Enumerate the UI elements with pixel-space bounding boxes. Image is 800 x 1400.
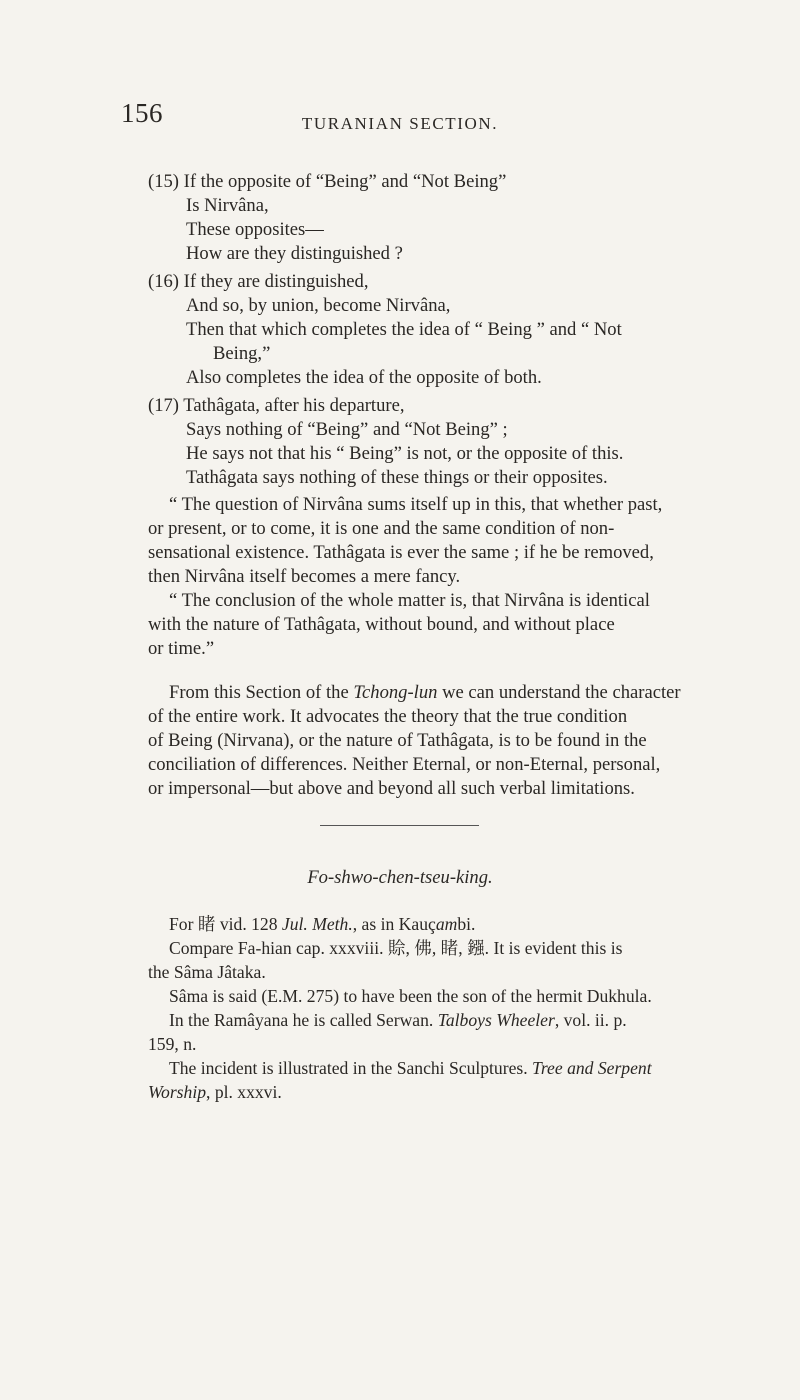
running-head: TURANIAN SECTION.: [301, 114, 499, 133]
page-number: 156: [121, 98, 163, 128]
verse-15-line-4: How are they distinguished ?: [186, 243, 403, 264]
quote-2-line-1: “ The conclusion of the whole matter is, that Nirvâna is identical: [169, 590, 650, 611]
commentary-line-1: [169, 681, 681, 705]
notes-italic: am: [435, 914, 458, 934]
verse-16-line-3: Then that which completes the idea of “ Being ” and “ Not: [186, 319, 622, 340]
notes-line-2: Compare Fa-hian cap. xxxviii. 賒, 佛, 睹, 鏹. It is evident this is: [169, 938, 623, 958]
section-divider: [320, 825, 479, 826]
quote-2-line-3: or time.”: [148, 638, 215, 659]
verse-15-line-3: These opposites—: [186, 219, 324, 240]
notes-line-5: [169, 1008, 627, 1032]
notes-italic: Jul. Meth.: [281, 914, 353, 934]
verse-17-line-4: Tathâgata says nothing of these things or their opposites.: [186, 467, 608, 488]
commentary-text: we can understand the character: [437, 682, 681, 703]
verse-16-line-4: Being,”: [213, 343, 271, 364]
commentary-line-2: of the entire work. It advocates the theory that the true condition: [148, 706, 628, 727]
notes-line-7: [169, 1056, 652, 1080]
quote-1-line-2: or present, or to come, it is one and the same condition of non-: [148, 518, 615, 539]
section-title: Fo-shwo-chen-tseu-king.: [307, 867, 493, 888]
quote-1-line-3: sensational existence. Tathâgata is ever the same ; if he be removed,: [148, 542, 654, 563]
notes-italic: Talboys Wheeler: [437, 1010, 555, 1030]
notes-text: , vol. ii. p.: [554, 1010, 627, 1030]
verse-17-line-2: Says nothing of “Being” and “Not Being” ;: [186, 419, 508, 440]
notes-line-4: Sâma is said (E.M. 275) to have been the son of the hermit Dukhula.: [169, 986, 652, 1006]
notes-text: bi.: [457, 914, 476, 934]
commentary-text: From this Section of the: [169, 682, 354, 703]
notes-text: , pl. xxxvi.: [206, 1082, 282, 1102]
notes-text: The incident is illustrated in the Sanchi Sculptures.: [169, 1058, 533, 1078]
notes-line-1: [169, 912, 475, 936]
work-title-italic: Tchong-lun: [353, 682, 438, 703]
notes-text: For 睹 vid. 128: [169, 914, 282, 934]
notes-italic: Tree and Serpent: [532, 1058, 652, 1078]
notes-line-3: the Sâma Jâtaka.: [148, 962, 266, 982]
verse-16-line-1: (16) If they are distinguished,: [148, 271, 369, 292]
verse-17-line-1: (17) Tathâgata, after his departure,: [148, 395, 405, 416]
commentary-line-3: of Being (Nirvana), or the nature of Tathâgata, is to be found in the: [148, 730, 647, 751]
verse-16-line-5: Also completes the idea of the opposite of both.: [186, 367, 542, 388]
verse-16-line-2: And so, by union, become Nirvâna,: [186, 295, 451, 316]
notes-text: In the Ramâyana he is called Serwan.: [169, 1010, 438, 1030]
notes-text: , as in Kauç: [352, 914, 436, 934]
commentary-line-5: or impersonal—but above and beyond all such verbal limitations.: [148, 778, 635, 799]
commentary-line-4: conciliation of differences. Neither Eternal, or non-Eternal, personal,: [148, 754, 661, 775]
verse-15-line-1: (15) If the opposite of “Being” and “Not Being”: [148, 171, 507, 192]
quote-1-line-4: then Nirvâna itself becomes a mere fancy.: [148, 566, 461, 587]
verse-15-line-2: Is Nirvâna,: [186, 195, 269, 216]
quote-2-line-2: with the nature of Tathâgata, without bound, and without place: [148, 614, 615, 635]
notes-line-6: 159, n.: [148, 1034, 197, 1054]
verse-17-line-3: He says not that his “ Being” is not, or the opposite of this.: [186, 443, 624, 464]
notes-line-8: [148, 1080, 282, 1104]
notes-italic: Worship: [148, 1082, 207, 1102]
quote-1-line-1: “ The question of Nirvâna sums itself up in this, that whether past,: [169, 494, 663, 515]
